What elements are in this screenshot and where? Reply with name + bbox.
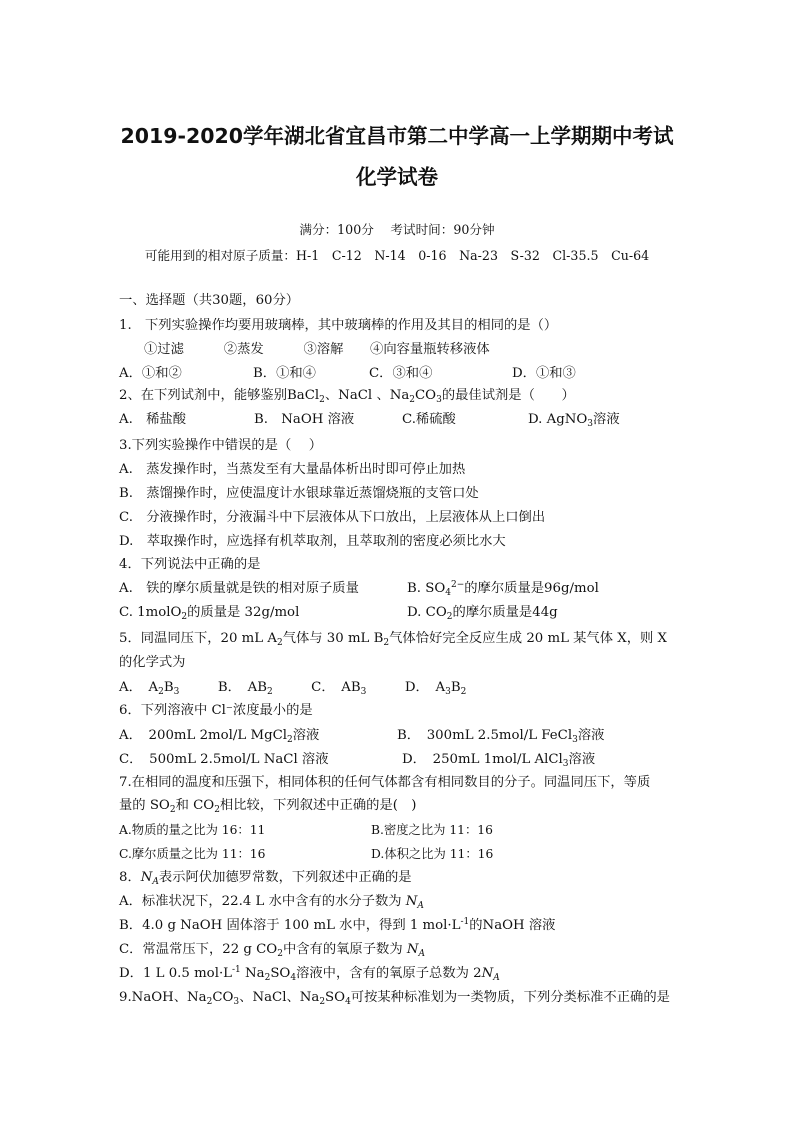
q2-option-d: D. AgNO$_3$溶液 [528, 412, 620, 429]
q4-option-b: B. $SO_4^{2-}$的摩尔质量是96g/mol [407, 580, 599, 598]
q5-stem-line-2: 的化学式为 [119, 655, 186, 670]
q1-option-a: A．①和② [119, 366, 182, 381]
q6-option-a: A． 200mL 2mol/L MgCl$_2$溶液 [119, 728, 320, 745]
q2-option-a: A. 稀盐酸 [119, 412, 187, 427]
q1-option-b: B．①和④ [253, 366, 316, 381]
q8-option-b: B．4.0 g NaOH 固体溶于 100 mL 水中，得到 1 $mol\cdot L^{-1}$的NaOH 溶液 [119, 917, 556, 933]
q6-option-c: C． 500mL 2.5mol/L NaCl 溶液 [119, 752, 329, 767]
q4-option-c: C. 1molO$_2$的质量是 32g/mol [119, 605, 300, 622]
atomic-masses: 可能用到的相对原子质量：H-1 C-12 N-14 0-16 Na-23 S-32 Cl-35.5 Cu-64 [144, 248, 650, 263]
q6-option-d: D． 250mL 1mol/L AlCl$_3$溶液 [402, 752, 596, 769]
q2-stem: 2、在下列试剂中，能够鉴别BaCl$_2$、NaCl 、$Na_2CO_3$的最佳试剂是（ ） [119, 388, 575, 405]
q3-option-c: C. 分液操作时，分液漏斗中下层液体从下口放出，上层液体从上口倒出 [119, 510, 546, 525]
q7-option-a: A.物质的量之比为 16：11 [119, 823, 266, 837]
q6-stem: 6．下列溶液中 Cl⁻浓度最小的是 [119, 703, 313, 718]
q1-option-c: C．③和④ [369, 366, 433, 381]
q8-option-c: C．常温常压下，22 g $CO_2$中含有的氧原子数为 $N_A$ [119, 942, 425, 959]
q5-option-d: D． $A_3B_2$ [404, 680, 467, 697]
q3-option-a: A. 蒸发操作时，当蒸发至有大量晶体析出时即可停止加热 [119, 462, 466, 477]
q7-option-b: B.密度之比为 11：16 [371, 823, 493, 837]
exam-info: 满分：100分 考试时间：90分钟 [299, 222, 495, 237]
q7-stem: 7.在相同的温度和压强下，相同体积的任何气体都含有相同数目的分子。同温同压下，等质 [119, 775, 651, 790]
q8-stem: 8．$N_A$表示阿伏加德罗常数，下列叙述中正确的是 [119, 870, 412, 887]
q2-option-c: C.稀硫酸 [402, 412, 456, 427]
q9-stem: 9.NaOH、$Na_2CO_3$、NaCl、$Na_2SO_4$可按某种标准划为一类物质，下列分类标准不正确的是 [119, 990, 670, 1007]
q4-stem: 4．下列说法中正确的是 [119, 557, 261, 572]
section-heading: 一、选择题（共30题，60分） [119, 293, 300, 308]
q5-options [119, 679, 466, 696]
q8-option-a: A．标准状况下，22.4 L 水中含有的水分子数为 $N_A$ [119, 894, 424, 911]
q8-option-d: D．1 L 0.5 $mol\cdot L^{-1}$ $Na_2SO_4$溶液中，含有的氧原子总数为 $2N_A$ [119, 965, 500, 983]
q3-option-b: B. 蒸馏操作时，应使温度计水银球靠近蒸馏烧瓶的支管口处 [119, 486, 479, 501]
q1-option-d: D．①和③ [512, 366, 576, 381]
q2-option-b: B. NaOH 溶液 [254, 412, 355, 427]
q3-stem: 3.下列实验操作中错误的是（ ） [119, 438, 323, 453]
q7-option-c: C.摩尔质量之比为 11：16 [119, 847, 266, 861]
q1-stem: 1. 下列实验操作均要用玻璃棒，其中玻璃棒的作用及其目的相同的是（） [119, 318, 558, 333]
q1-items: ①过滤 ②蒸发 ③溶解 ④向容量瓶转移液体 [144, 342, 490, 357]
q3-option-d: D. 萃取操作时，应选择有机萃取剂，且萃取剂的密度必须比水大 [119, 534, 506, 549]
q4-option-a: A. 铁的摩尔质量就是铁的相对原子质量 [119, 581, 359, 596]
q5-stem: 5．同温同压下，20 mL $A_2$气体与 30 mL $B_2$气体恰好完全反应生成 20 mL 某气体 X，则 X [119, 631, 668, 648]
q5-option-c: C． $AB_3$ [311, 680, 367, 697]
title-line-1: 2019-2020学年湖北省宜昌市第二中学高一上学期期中考试 [120, 124, 674, 148]
q5-option-b: B． $AB_2$ [217, 680, 273, 697]
q7-stem-line-2: 量的 $SO_2$和 $CO_2$相比较，下列叙述中正确的是( ) [119, 798, 417, 815]
title-line-2: 化学试卷 [356, 165, 438, 189]
q4-option-d: D. $CO_2$的摩尔质量是44g [407, 605, 558, 622]
q5-option-a: A． $A_2B_3$ [119, 680, 180, 697]
q6-option-b: B． 300mL 2.5mol/L FeCl$_3$溶液 [397, 728, 605, 745]
q7-option-d: D.体积之比为 11：16 [371, 847, 494, 861]
